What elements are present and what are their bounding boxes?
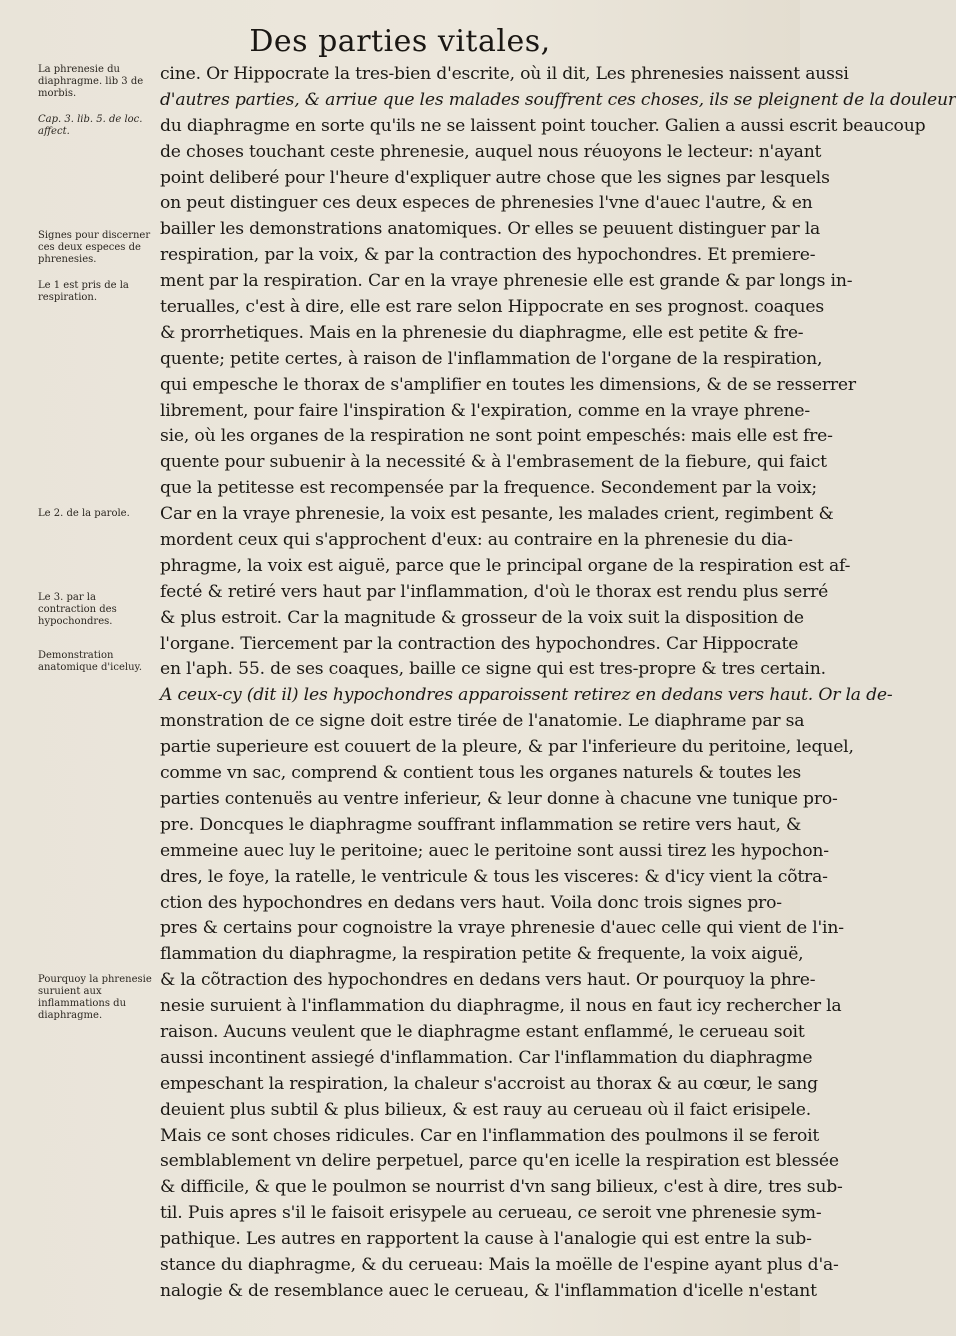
margin-note: Signes pour discerner ces deux especes de phrenesies. [38, 230, 151, 265]
page-header: Des parties vitales, [249, 24, 551, 59]
text-line: quente; petite certes, à raison de l'inflammation de l'organe de la respiration, [160, 348, 823, 369]
text-line: quente pour subuenir à la necessité & à l'embrasement de la fiebure, qui faict [160, 452, 827, 473]
body-text [160, 62, 956, 1305]
margin-note: Le 2. de la parole. [38, 508, 130, 519]
text-line: raison. Aucuns veulent que le diaphragme estant enflammé, le cerueau soit [160, 1021, 805, 1042]
text-line: partie superieure est couuert de la pleure, & par l'inferieure du peritoine, lequel, [160, 737, 854, 758]
text-line: stance du diaphragme, & du cerueau: Mais la moëlle de l'espine ayant plus d'a- [160, 1254, 839, 1275]
text-line: ment par la respiration. Car en la vraye phrenesie elle est grande & par longs in- [160, 271, 853, 292]
text-line: Mais ce sont choses ridicules. Car en l'inflammation des poulmons il se feroit [160, 1125, 820, 1146]
text-line: de choses touchant ceste phrenesie, auquel nous réuoyons le lecteur: n'ayant [160, 141, 822, 162]
text-line: empeschant la respiration, la chaleur s'accroist au thorax & au cœur, le sang [160, 1073, 818, 1094]
text-line: sie, où les organes de la respiration ne sont point empeschés: mais elle est fre- [160, 426, 833, 447]
text-line: aussi incontinent assiegé d'inflammation. Car l'inflammation du diaphragme [160, 1047, 813, 1068]
text-line: terualles, c'est à dire, elle est rare selon Hippocrate en ses prognost. coaques [160, 297, 824, 318]
margin-note: Le 1 est pris de la respiration. [38, 280, 129, 303]
text-line: A ceux-cy (dit il) les hypochondres apparoissent retirez en dedans vers haut. Or la de- [160, 685, 893, 706]
text-line: flammation du diaphragme, la respiration petite & frequente, la voix aiguë, [160, 944, 804, 965]
text-line: qui empesche le thorax de s'amplifier en toutes les dimensions, & de se resserrer [160, 374, 856, 395]
text-line: mordent ceux qui s'approchent d'eux: au contraire en la phrenesie du dia- [160, 530, 793, 551]
text-line: d'autres parties, & arriue que les malades souffrent ces choses, ils se pleignent de la douleur [160, 89, 956, 110]
text-line: en l'aph. 55. de ses coaques, baille ce signe qui est tres-propre & tres certain. [160, 659, 826, 680]
text-line: respiration, par la voix, & par la contraction des hypochondres. Et premiere- [160, 245, 816, 266]
text-line: pre. Doncques le diaphragme souffrant inflammation se retire vers haut, & [160, 814, 802, 835]
text-line: phragme, la voix est aiguë, parce que le principal organe de la respiration est af- [160, 555, 851, 576]
text-line: point deliberé pour l'heure d'expliquer autre chose que les signes par lesquels [160, 167, 830, 188]
margin-note: Pourquoy la phrenesie suruient aux inflammations du diaphragme. [38, 974, 152, 1021]
text-line: comme vn sac, comprend & contient tous les organes naturels & toutes les [160, 763, 801, 784]
text-line: deuient plus subtil & plus bilieux, & est rauy au cerueau où il faict erisipele. [160, 1099, 812, 1120]
text-line: bailler les demonstrations anatomiques. Or elles se peuuent distinguer par la [160, 219, 821, 240]
text-line: nalogie & de resemblance auec le cerueau, & l'inflammation d'icelle n'estant [160, 1280, 817, 1301]
text-line: que la petitesse est recompensée par la frequence. Secondement par la voix; [160, 478, 817, 499]
text-line: dres, le foye, la ratelle, le ventricule & tous les visceres: & d'icy vient la cõtra- [160, 866, 828, 887]
text-line: semblablement vn delire perpetuel, parce qu'en icelle la respiration est blessée [160, 1151, 839, 1172]
margin-note: Le 3. par la contraction des hypochondres. [38, 592, 117, 627]
margin-notes [0, 0, 160, 1336]
text-line: ction des hypochondres en dedans vers haut. Voila donc trois signes pro- [160, 892, 782, 913]
text-line: fecté & retiré vers haut par l'inflammation, d'où le thorax est rendu plus serré [160, 581, 829, 602]
text-line: pathique. Les autres en rapportent la cause à l'analogie qui est entre la sub- [160, 1229, 812, 1250]
margin-note: Demonstration anatomique d'iceluy. [38, 650, 143, 673]
text-line: til. Puis apres s'il le faisoit erisypele au cerueau, ce seroit vne phrenesie sym- [160, 1203, 822, 1224]
text-line: & la cõtraction des hypochondres en dedans vers haut. Or pourquoy la phre- [160, 970, 816, 991]
margin-note: Cap. 3. lib. 5. de loc. affect. [38, 114, 143, 137]
text-line: cine. Or Hippocrate la tres-bien d'escrite, où il dit, Les phrenesies naissent aussi [160, 64, 849, 84]
text-line: & plus estroit. Car la magnitude & grosseur de la voix suit la disposition de [160, 607, 804, 628]
text-line: Car en la vraye phrenesie, la voix est pesante, les malades crient, regimbent & [160, 504, 834, 525]
text-line: librement, pour faire l'inspiration & l'expiration, comme en la vraye phrene- [160, 400, 810, 421]
text-line: parties contenuës au ventre inferieur, & leur donne à chacune vne tunique pro- [160, 788, 838, 809]
text-line: du diaphragme en sorte qu'ils ne se laissent point toucher. Galien a aussi escrit beaucoup [160, 115, 926, 136]
text-line: monstration de ce signe doit estre tirée de l'anatomie. Le diaphrame par sa [160, 711, 805, 732]
text-line: l'organe. Tiercement par la contraction des hypochondres. Car Hippocrate [160, 633, 799, 654]
text-line: on peut distinguer ces deux especes de phrenesies l'vne d'auec l'autre, & en [160, 193, 813, 214]
text-line: pres & certains pour cognoistre la vraye phrenesie d'auec celle qui vient de l'in- [160, 918, 844, 939]
text-line: emmeine auec luy le peritoine; auec le peritoine sont aussi tirez les hypochon- [160, 840, 829, 861]
margin-note: La phrenesie du diaphragme. lib 3 de morbis. [38, 64, 144, 99]
text-line: & prorrhetiques. Mais en la phrenesie du diaphragme, elle est petite & fre- [160, 322, 804, 343]
text-line: & difficile, & que le poulmon se nourrist d'vn sang bilieux, c'est à dire, tres sub- [160, 1177, 843, 1198]
text-line: nesie suruient à l'inflammation du diaphragme, il nous en faut icy rechercher la [160, 996, 842, 1017]
